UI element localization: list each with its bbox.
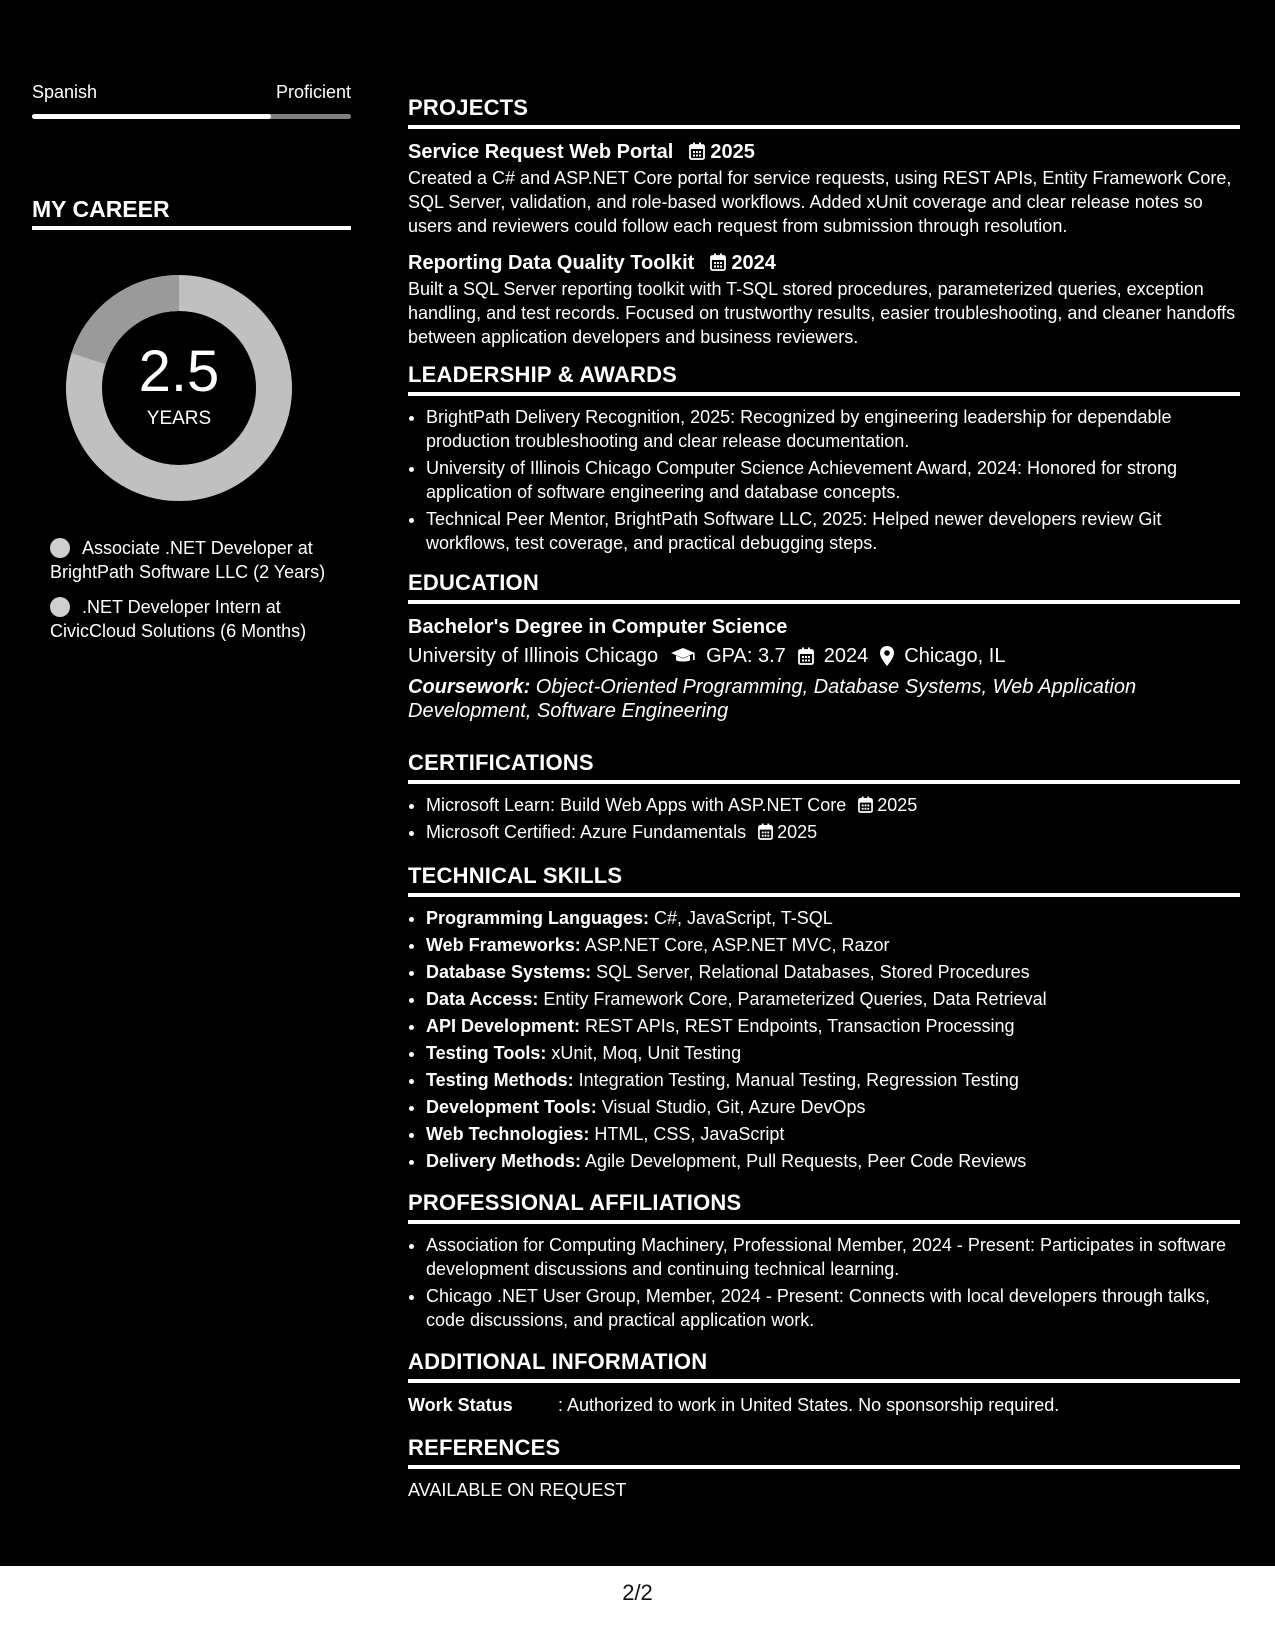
list-item: • University of Illinois Chicago Computer Science Achievement Award, 2024: Honored for strong application of software engineering and database concepts. — [426, 456, 1240, 504]
skill-label: Testing Methods: — [426, 1070, 574, 1090]
list-item: • Chicago .NET User Group, Member, 2024 - Present: Connects with local developers through talks, code discussions, and practical application work. — [426, 1284, 1240, 1332]
calendar-icon — [858, 796, 873, 813]
skill-item — [426, 1149, 1240, 1173]
project-title — [408, 138, 1240, 166]
skill-value: Agile Development, Pull Requests, Peer Code Reviews — [581, 1151, 1027, 1171]
bullet-dot-icon — [50, 597, 70, 617]
section-divider — [408, 125, 1240, 129]
skill-label: Delivery Methods: — [426, 1151, 582, 1171]
skill-value: Visual Studio, Git, Azure DevOps — [596, 1097, 866, 1117]
section-divider — [408, 392, 1240, 396]
calendar-icon — [758, 823, 773, 840]
education-heading: EDUCATION — [408, 570, 539, 595]
career-item-text: .NET Developer Intern at CivicCloud Solutions (6 Months) — [50, 597, 307, 641]
certification-name: Microsoft Learn: Build Web Apps with ASP.NET Core — [426, 795, 847, 815]
certifications-heading: CERTIFICATIONS — [408, 750, 594, 775]
project-year: 2025 — [710, 141, 755, 163]
list-item: • Association for Computing Machinery, Professional Member, 2024 - Present: Participates in software development discussions and continuing technical learning. — [426, 1233, 1240, 1281]
skill-item — [426, 1041, 1240, 1065]
career-list — [50, 536, 340, 654]
project-name: Service Request Web Portal — [408, 141, 674, 163]
section-divider — [408, 600, 1240, 604]
list-item: • BrightPath Delivery Recognition, 2025: Recognized by engineering leadership for dependable production troubleshooting and clear release documentation. — [426, 405, 1240, 453]
skill-item — [426, 960, 1240, 984]
page-number: 2/2 — [622, 1580, 653, 1605]
skill-label: Testing Tools: — [426, 1043, 547, 1063]
skill-item — [426, 1095, 1240, 1119]
skill-label: API Development: — [426, 1016, 581, 1036]
skill-item — [426, 906, 1240, 930]
skill-value: SQL Server, Relational Databases, Stored Procedures — [591, 962, 1030, 982]
certifications-section — [408, 749, 1240, 844]
references-heading: REFERENCES — [408, 1435, 561, 1460]
skills-heading: TECHNICAL SKILLS — [408, 863, 623, 888]
work-status-label: Work Status — [408, 1395, 513, 1415]
education-year: 2024 — [823, 645, 869, 667]
skill-value: REST APIs, REST Endpoints, Transaction Processing — [580, 1016, 1015, 1036]
skill-label: Web Technologies: — [426, 1124, 590, 1144]
section-divider — [408, 780, 1240, 784]
skill-label: Database Systems: — [426, 962, 592, 982]
certification-name: Microsoft Certified: Azure Fundamentals — [426, 822, 747, 842]
additional-section — [408, 1348, 1240, 1418]
education-location: Chicago, IL — [904, 645, 1006, 667]
education-school: University of Illinois Chicago — [408, 645, 659, 667]
skill-label: Development Tools: — [426, 1097, 597, 1117]
calendar-icon — [798, 647, 814, 665]
certification-year: 2025 — [777, 822, 818, 842]
language-level: Proficient — [275, 82, 351, 102]
project-name: Reporting Data Quality Toolkit — [408, 252, 695, 274]
skill-value: Entity Framework Core, Parameterized Queries, Data Retrieval — [538, 989, 1047, 1009]
section-divider — [408, 1465, 1240, 1469]
certifications-list — [408, 793, 1240, 844]
list-item: • Technical Peer Mentor, BrightPath Software LLC, 2025: Helped newer developers review Git workflows, test coverage, and practical debugging steps. — [426, 507, 1240, 555]
coursework-text: Object-Oriented Programming, Database Systems, Web Application Development, Software Engineering — [408, 676, 1137, 722]
certification-item — [426, 820, 1240, 844]
project-description: Built a SQL Server reporting toolkit with T-SQL stored procedures, parameterized queries, exception handling, and test records. Focused on trustworthy results, easier troubleshooting, and cleaner handoffs between application developers and business reviewers. — [408, 279, 1236, 347]
career-years-unit: YEARS — [146, 408, 212, 429]
career-item-text: Associate .NET Developer at BrightPath Software LLC (2 Years) — [50, 538, 326, 582]
skill-item — [426, 1014, 1240, 1038]
calendar-icon — [710, 253, 726, 271]
skill-value: ASP.NET Core, ASP.NET MVC, Razor — [580, 935, 890, 955]
references-section — [408, 1434, 1240, 1502]
skills-list — [408, 906, 1240, 1173]
skill-label: Programming Languages: — [426, 908, 650, 928]
language-proficiency-fill — [32, 114, 271, 119]
education-coursework — [408, 675, 1240, 723]
education-details — [408, 641, 1240, 671]
skills-section — [408, 862, 1240, 1173]
location-pin-icon — [880, 646, 894, 666]
main-content — [408, 94, 1240, 1514]
career-heading: MY CAREER — [32, 196, 170, 222]
career-item — [50, 536, 340, 584]
page-footer — [0, 1566, 1275, 1650]
education-section — [408, 569, 1240, 723]
affiliations-heading: PROFESSIONAL AFFILIATIONS — [408, 1190, 742, 1215]
sidebar — [0, 0, 380, 1566]
leadership-section — [408, 361, 1240, 555]
project-year: 2024 — [731, 252, 776, 274]
education-degree: Bachelor's Degree in Computer Science — [408, 616, 788, 638]
language-name: Spanish — [32, 82, 98, 102]
additional-heading: ADDITIONAL INFORMATION — [408, 1349, 708, 1374]
section-divider — [408, 893, 1240, 897]
graduation-cap-icon — [670, 647, 696, 665]
affiliations-list — [408, 1233, 1240, 1332]
projects-heading: PROJECTS — [408, 95, 529, 120]
section-divider — [408, 1220, 1240, 1224]
project-title — [408, 249, 1240, 277]
skill-label: Data Access: — [426, 989, 539, 1009]
skill-value: HTML, CSS, JavaScript — [589, 1124, 785, 1144]
coursework-label: Coursework: — [408, 676, 531, 698]
leadership-list — [408, 405, 1240, 555]
career-item — [50, 595, 340, 643]
project-description: Created a C# and ASP.NET Core portal for service requests, using REST APIs, Entity Framework Core, SQL Server, validation, and role-based workflows. Added xUnit coverage and clear release notes so users and reviewers could follow each request from submission through resolution. — [408, 168, 1232, 236]
projects-section — [408, 94, 1240, 349]
skill-label: Web Frameworks: — [426, 935, 581, 955]
skill-item — [426, 1122, 1240, 1146]
skill-item — [426, 1068, 1240, 1092]
section-divider — [408, 1379, 1240, 1383]
work-status-value: : Authorized to work in United States. No sponsorship required. — [558, 1395, 1060, 1415]
career-years-value: 2.5 — [138, 339, 220, 404]
skill-value: xUnit, Moq, Unit Testing — [546, 1043, 742, 1063]
skill-item — [426, 933, 1240, 957]
skill-value: Integration Testing, Manual Testing, Regression Testing — [573, 1070, 1019, 1090]
calendar-icon — [689, 142, 705, 160]
affiliations-section — [408, 1189, 1240, 1332]
leadership-heading: LEADERSHIP & AWARDS — [408, 362, 678, 387]
language-row — [32, 82, 351, 103]
education-gpa: GPA: 3.7 — [706, 645, 786, 667]
career-divider — [32, 226, 351, 230]
skill-value: C#, JavaScript, T-SQL — [649, 908, 833, 928]
references-text: AVAILABLE ON REQUEST — [408, 1480, 627, 1500]
work-status-row — [408, 1392, 1240, 1418]
certification-item — [426, 793, 1240, 817]
certification-year: 2025 — [877, 795, 918, 815]
bullet-dot-icon — [50, 538, 70, 558]
language-proficiency-bar — [32, 114, 351, 119]
skill-item — [426, 987, 1240, 1011]
